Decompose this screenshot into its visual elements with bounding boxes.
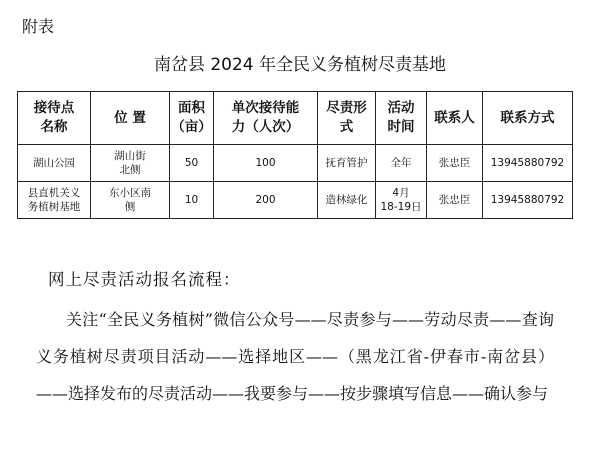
cell-time: 全年: [376, 145, 427, 182]
cell-location: [91, 145, 170, 182]
header-capacity: [214, 92, 318, 145]
table-row: [18, 145, 573, 182]
cell-contact: 张忠臣: [427, 182, 483, 219]
cell-time: [376, 182, 427, 219]
cell-area: 50: [170, 145, 214, 182]
header-name-line2: 名称: [40, 119, 68, 135]
header-name: [18, 92, 91, 145]
page-title: 南岔县 2024 年全民义务植树尽责基地: [153, 55, 447, 75]
cell-name: [18, 182, 91, 219]
table-header-row: [18, 92, 573, 145]
cell-location-line1: 东小区南: [109, 187, 151, 199]
header-area-line2: （亩）: [171, 119, 212, 135]
header-form: [318, 92, 376, 145]
cell-capacity: 100: [214, 145, 318, 182]
cell-area: 10: [170, 182, 214, 219]
process-body: 关注“全民义务植树”微信公众号——尽责参与——劳动尽责——查询义务植树尽责项目活动——选择地区——（黑龙江省-伊春市-南岔县）——选择发布的尽责活动——我要参与——按步骤填写信息——确认参与: [36, 310, 554, 403]
cell-name-line1: 县直机关义: [27, 187, 81, 199]
header-contact: 联系人: [427, 92, 483, 145]
header-time: [376, 92, 427, 145]
cell-form: 抚育管护: [318, 145, 376, 182]
process-title: 网上尽责活动报名流程：: [48, 270, 241, 289]
header-phone: 联系方式: [483, 92, 573, 145]
cell-location-line2: 侧: [124, 201, 136, 213]
cell-time-line2: 18-19日: [380, 201, 422, 213]
header-time-line2: 时间: [387, 119, 415, 135]
cell-phone: 13945880792: [483, 145, 573, 182]
cell-name: 湖山公园: [18, 145, 91, 182]
cell-location: [91, 182, 170, 219]
header-area: [170, 92, 214, 145]
header-form-line1: 尽责形: [326, 100, 367, 116]
cell-location-line1: 湖山街: [114, 150, 146, 162]
cell-phone: 13945880792: [483, 182, 573, 219]
header-capacity-line2: 力（人次）: [231, 119, 300, 135]
cell-time-line1: 4月: [392, 187, 410, 199]
cell-name-line2: 务植树基地: [27, 201, 81, 213]
table-row: [18, 182, 573, 219]
header-name-line1: 接待点: [33, 100, 75, 116]
cell-capacity: 200: [214, 182, 318, 219]
cell-contact: 张忠臣: [427, 145, 483, 182]
header-area-line1: 面积: [178, 100, 205, 116]
header-time-line1: 活动: [387, 100, 415, 116]
attachment-label: 附表: [22, 17, 55, 36]
cell-location-line2: 北侧: [119, 164, 141, 176]
header-form-line2: 式: [339, 119, 354, 135]
header-location: 位 置: [91, 92, 170, 145]
cell-form: 造林绿化: [318, 182, 376, 219]
header-capacity-line1: 单次接待能: [231, 100, 300, 116]
base-table: [17, 91, 573, 219]
